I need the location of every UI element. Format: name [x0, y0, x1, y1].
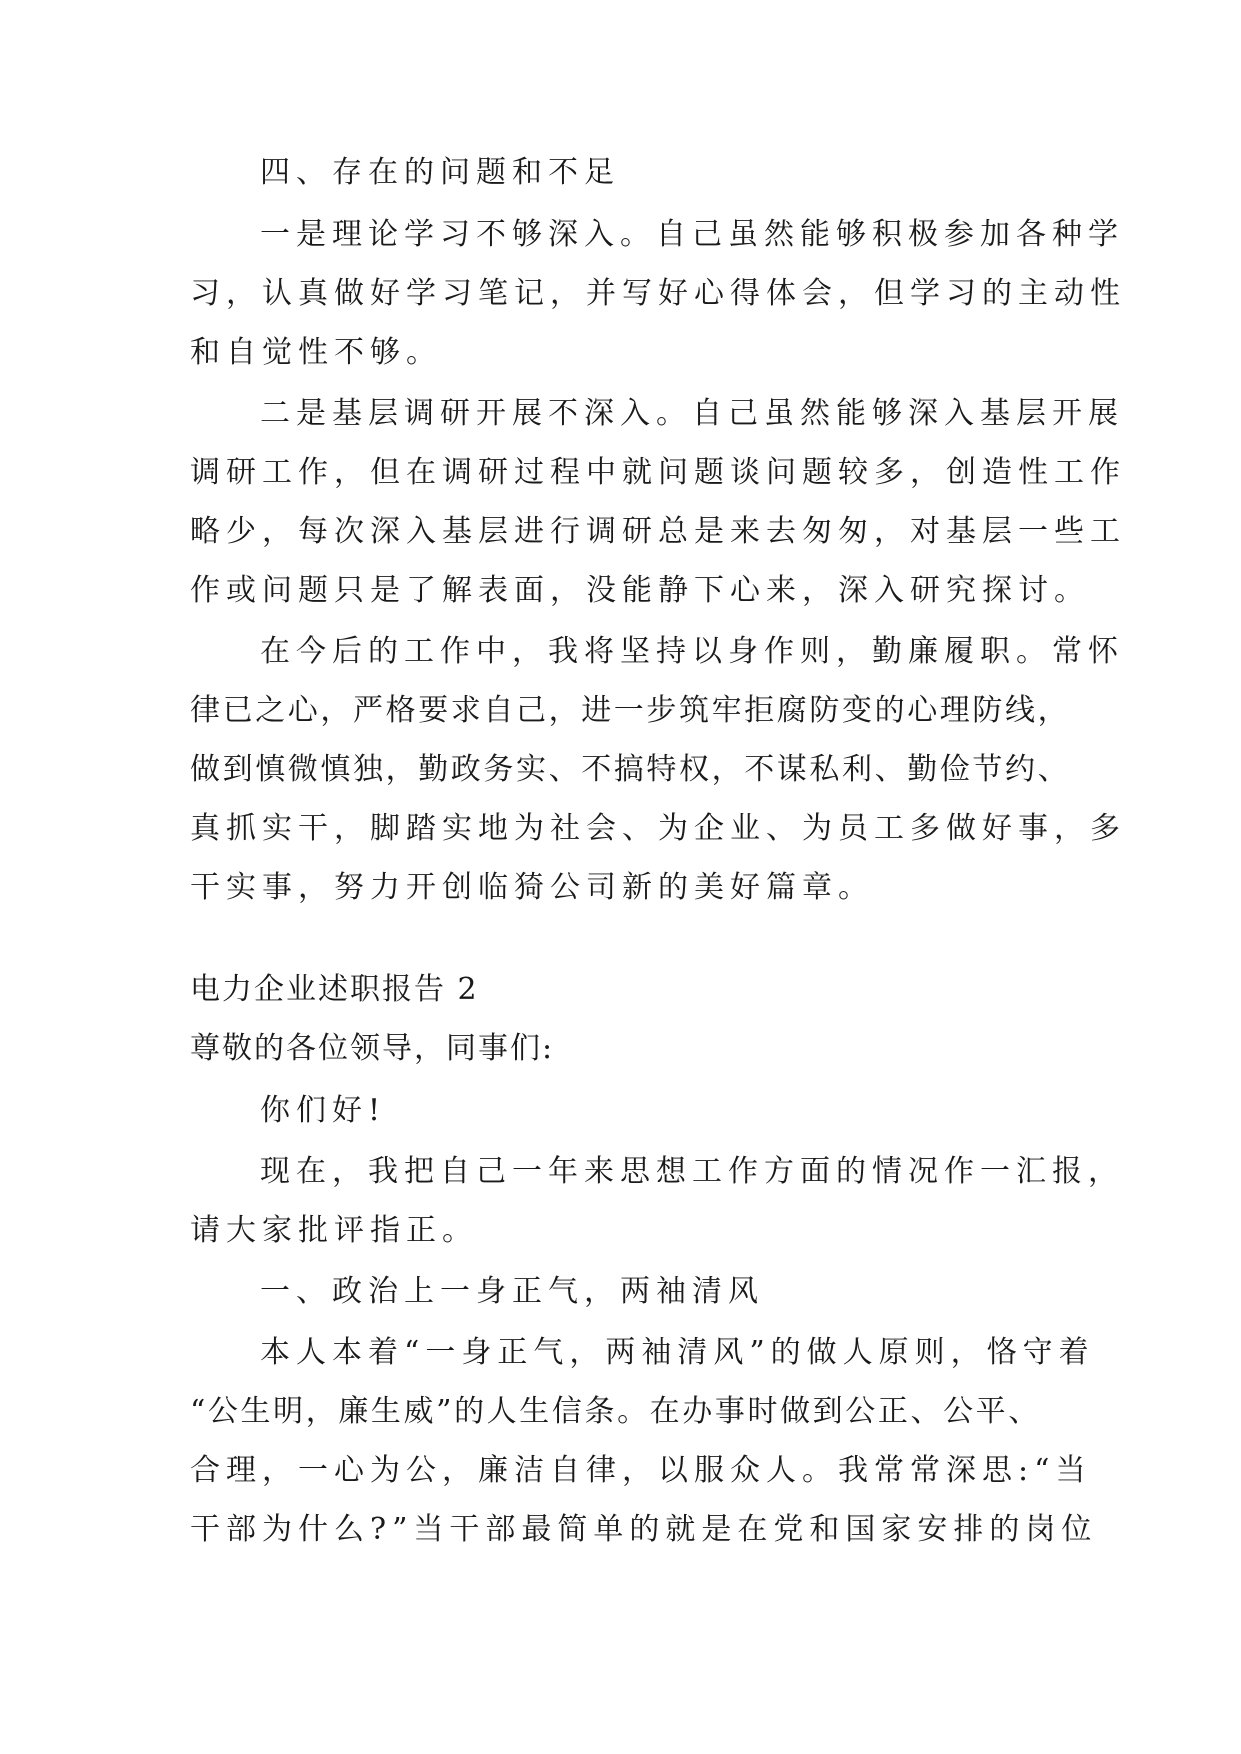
section-heading: 一、政治上一身正气，两袖清风: [260, 1274, 764, 1309]
paragraph-line: 干部为什么?”当干部最简单的就是在党和国家安排的岗位: [190, 1512, 1098, 1547]
paragraph-line: 合理，一心为公，廉洁自律，以服众人。我常常深思:“当: [190, 1453, 1092, 1488]
paragraph-line: 现在，我把自己一年来思想工作方面的情况作一汇报，: [260, 1154, 1124, 1189]
paragraph-line: 律已之心，严格要求自己，进一步筑牢拒腐防变的心理防线，: [190, 693, 1071, 728]
paragraph-line: 真抓实干，脚踏实地为社会、为企业、为员工多做好事，多: [190, 811, 1126, 846]
paragraph-line: 请大家批评指正。: [190, 1213, 478, 1248]
paragraph-line: 做到慎微慎独，勤政务实、不搞特权，不谋私利、勤俭节约、: [190, 752, 1071, 787]
paragraph-line: “公生明，廉生威”的人生信条。在办事时做到公正、公平、: [190, 1394, 1041, 1429]
paragraph-line: 调研工作，但在调研过程中就问题谈问题较多，创造性工作: [190, 455, 1126, 490]
paragraph-line: 和自觉性不够。: [190, 335, 442, 370]
paragraph-line: 一是理论学习不够深入。自己虽然能够积极参加各种学: [260, 217, 1124, 252]
document-title: 电力企业述职报告 2: [190, 972, 479, 1007]
salutation: 尊敬的各位领导，同事们:: [190, 1031, 555, 1066]
paragraph-line: 略少，每次深入基层进行调研总是来去匆匆，对基层一些工: [190, 514, 1126, 549]
greeting: 你们好!: [260, 1093, 387, 1128]
paragraph-line: 干实事，努力开创临猗公司新的美好篇章。: [190, 870, 874, 905]
section-heading: 四、存在的问题和不足: [260, 155, 620, 190]
paragraph-line: 作或问题只是了解表面，没能静下心来，深入研究探讨。: [190, 573, 1090, 608]
paragraph-line: 习，认真做好学习笔记，并写好心得体会，但学习的主动性: [190, 276, 1126, 311]
paragraph-line: 在今后的工作中，我将坚持以身作则，勤廉履职。常怀: [260, 634, 1124, 669]
paragraph-line: 本人本着“一身正气，两袖清风”的做人原则，恪守着: [260, 1335, 1095, 1370]
paragraph-line: 二是基层调研开展不深入。自己虽然能够深入基层开展: [260, 396, 1124, 431]
